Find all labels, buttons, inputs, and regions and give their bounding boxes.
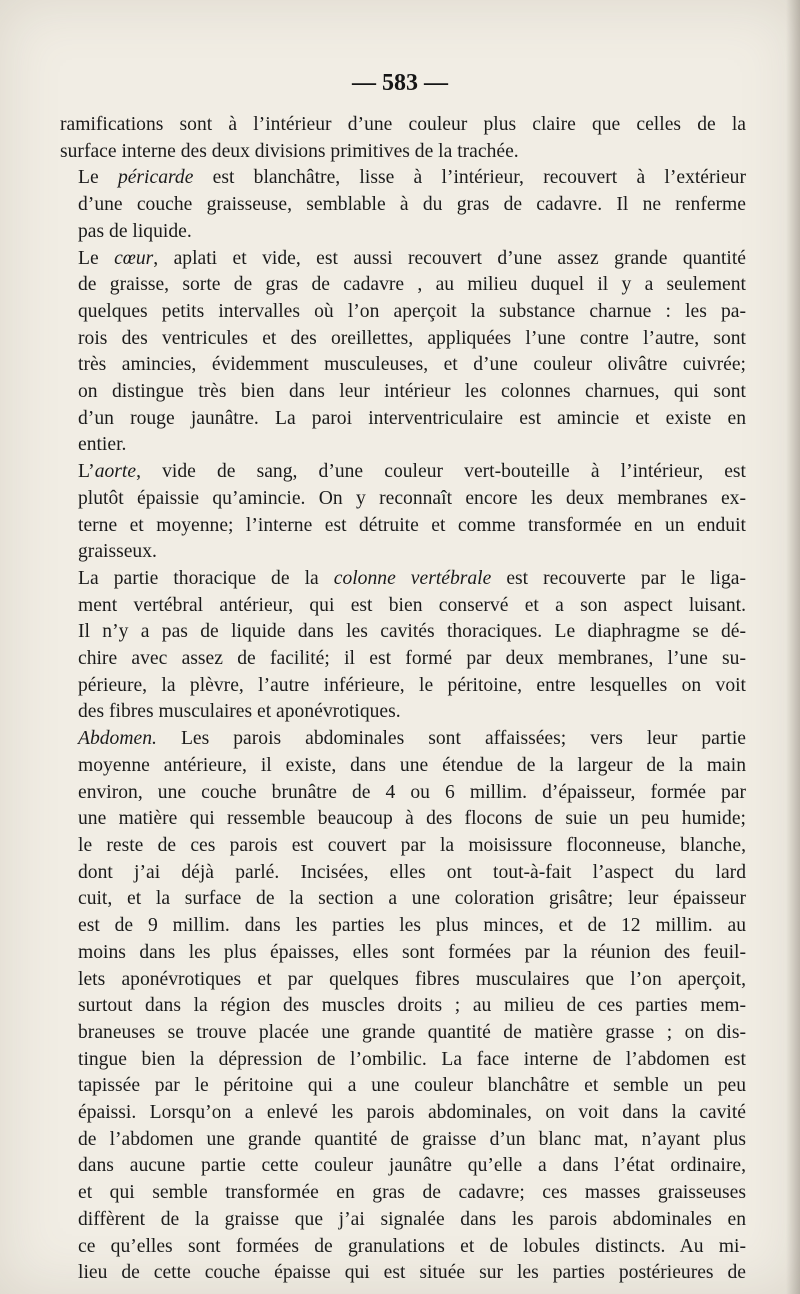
text-line: d’un rouge jaunâtre. La paroi interventriculaire est amincie et existe en [78, 407, 746, 429]
section-term: aorte [94, 461, 137, 483]
text-line: Les parois abdominales sont affaissées; vers leur partie [156, 728, 746, 750]
text-line: de l’abdomen une grande quantité de graisse d’un blanc mat, n’ayant plus [78, 1128, 746, 1150]
text-line: Il n’y a pas de liquide dans les cavités thoraciques. Le diaphragme se dé- [78, 621, 746, 643]
paragraph-colonne-vertebrale [60, 566, 746, 726]
text-line: graisseux. [78, 541, 157, 563]
text-line: cuit, et la surface de la section a une coloration grisâtre; leur épaisseur [78, 888, 746, 910]
paragraph-pericarde [60, 165, 746, 245]
text-line: est recouverte par le liga- [491, 567, 746, 589]
text-line: d’une couche graisseuse, semblable à du gras de cadavre. Il ne renferme [78, 194, 746, 216]
paragraph-aorte [60, 459, 746, 566]
text-line: pas de liquide. [78, 220, 192, 242]
body-text [60, 112, 746, 1287]
text-line: et qui semble transformée en gras de cadavre; ces masses graisseuses [78, 1182, 746, 1204]
text-line: diffèrent de la graisse que j’ai signalée dans les parois abdominales en [78, 1208, 746, 1230]
text-line: braneuses se trouve placée une grande quantité de matière grasse ; on dis- [78, 1021, 746, 1043]
text-line: lets aponévrotiques et par quelques fibres musculaires que l’on aperçoit, [78, 968, 746, 990]
paragraph-lead: Le [78, 167, 118, 189]
paragraph-trachea-continuation [60, 112, 746, 165]
text-line: de graisse, sorte de gras de cadavre , au milieu duquel il y a seulement [78, 274, 746, 296]
text-line: est blanchâtre, lisse à l’intérieur, recouvert à l’extérieur [193, 167, 746, 189]
section-term: Abdomen. [78, 728, 157, 750]
text-line: chire avec assez de facilité; il est formé par deux membranes, l’une su- [78, 648, 746, 670]
text-line: environ, une couche brunâtre de 4 ou 6 millim. d’épaisseur, formée par [78, 781, 746, 803]
text-line: ment vertébral antérieur, qui est bien conservé et a son aspect luisant. [78, 594, 746, 616]
text-line: des fibres musculaires et aponévrotiques. [78, 701, 401, 723]
text-line: tapissée par le péritoine qui a une couleur blanchâtre et semble un peu [78, 1075, 746, 1097]
text-line: entier. [78, 434, 127, 456]
text-line: moins dans les plus épaisses, elles sont formées par la réunion des feuil- [78, 941, 746, 963]
text-line: très amincies, évidemment musculeuses, et d’une couleur olivâtre cuivrée; [78, 354, 746, 376]
text-line: épaissi. Lorsqu’on a enlevé les parois abdominales, on voit dans la cavité [78, 1102, 746, 1124]
page-edge-shadow [786, 0, 800, 1294]
text-line: on distingue très bien dans leur intérieur les colonnes charnues, qui sont [78, 381, 746, 403]
text-line: lieu de cette couche épaisse qui est située sur les parties postérieures de [78, 1262, 746, 1284]
paragraph-lead: L’ [78, 461, 95, 483]
text-line: quelques petits intervalles où l’on aperçoit la substance charnue : les pa- [78, 300, 746, 322]
text-line: dans aucune partie cette couleur jaunâtre qu’elle a dans l’état ordinaire, [78, 1155, 746, 1177]
text-line: surface interne des deux divisions primitives de la trachée. [60, 140, 519, 162]
text-line: dont j’ai déjà parlé. Incisées, elles ont tout-à-fait l’aspect du lard [78, 861, 746, 883]
text-line: moyenne antérieure, il existe, dans une étendue de la largeur de la main [78, 754, 746, 776]
paragraph-coeur [60, 246, 746, 460]
text-line: , vide de sang, d’une couleur vert-bouteille à l’intérieur, est [136, 461, 746, 483]
text-line: rois des ventricules et des oreillettes, appliquées l’une contre l’autre, sont [78, 327, 746, 349]
text-line: , aplati et vide, est aussi recouvert d’une assez grande quantité [153, 247, 746, 269]
text-line: est de 9 millim. dans les parties les plus minces, et de 12 millim. au [78, 915, 746, 937]
text-line: périeure, la plèvre, l’autre inférieure, le péritoine, entre lesquelles on voit [78, 674, 746, 696]
text-line: plutôt épaissie qu’amincie. On y reconnaît encore les deux membranes ex- [78, 487, 746, 509]
paragraph-lead: La partie thoracique de la [78, 567, 334, 589]
text-line: une matière qui ressemble beaucoup à des flocons de suie un peu humide; [78, 808, 746, 830]
paragraph-abdomen [60, 726, 746, 1287]
paragraph-lead: Le [78, 247, 115, 269]
section-term: cœur [114, 247, 154, 269]
section-term: péricarde [117, 167, 194, 189]
text-line: ramifications sont à l’intérieur d’une couleur plus claire que celles de la [60, 114, 746, 135]
page-number: — 583 — [352, 70, 448, 96]
section-term: colonne vertébrale [333, 567, 492, 589]
text-line: tingue bien la dépression de l’ombilic. La face interne de l’abdomen est [78, 1048, 746, 1070]
text-line: ce qu’elles sont formées de granulations et de lobules distincts. Au mi- [78, 1235, 746, 1257]
text-line: le reste de ces parois est couvert par la moisissure floconneuse, blanche, [78, 834, 746, 856]
text-line: surtout dans la région des muscles droits ; au milieu de ces parties mem- [78, 995, 746, 1017]
text-line: terne et moyenne; l’interne est détruite et comme transformée en un enduit [78, 514, 746, 536]
